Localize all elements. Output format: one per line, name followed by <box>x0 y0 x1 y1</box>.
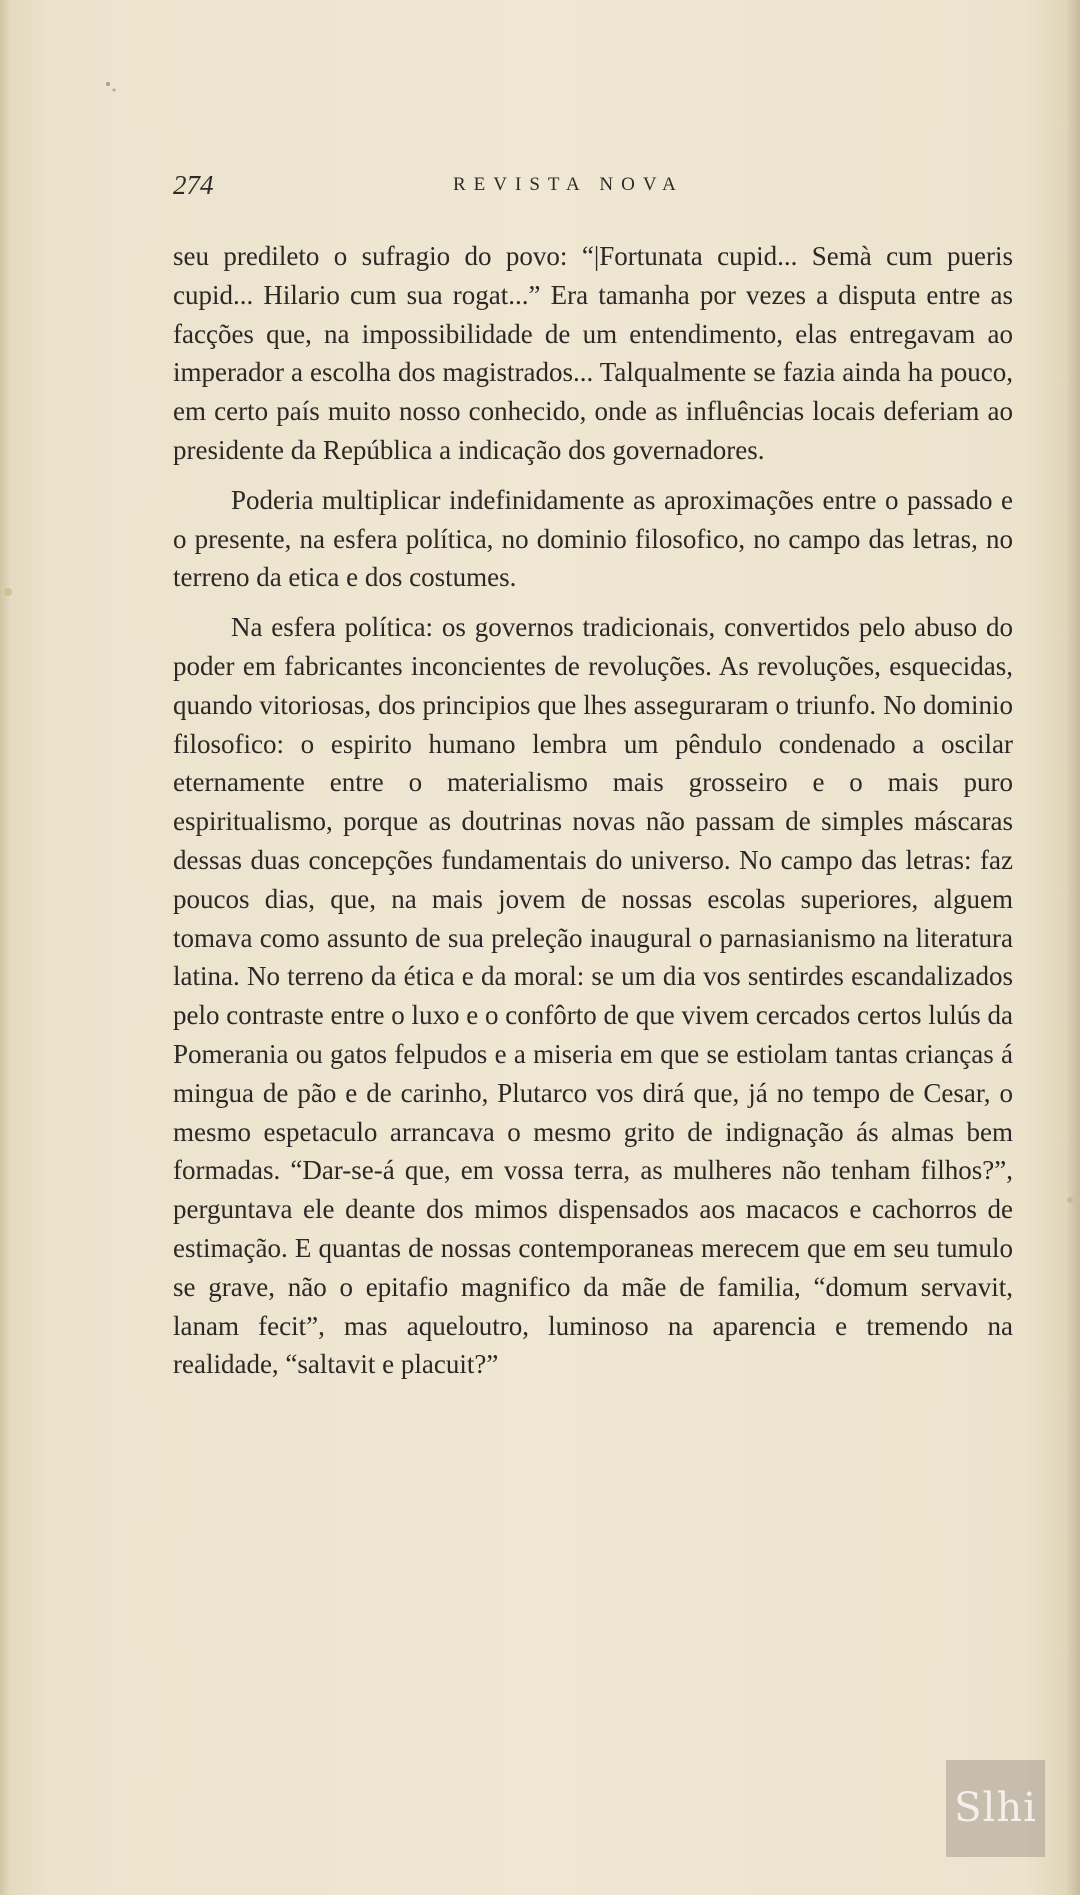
journal-title: REVISTA NOVA <box>453 174 684 195</box>
page-number: 274 <box>173 170 214 200</box>
page-right-edge-shadow <box>1066 0 1080 1895</box>
paragraph-3: Na esfera política: os governos tradicionais, convertidos pelo abuso do poder em fabricantes inconcientes de revoluções. As revoluções, esquecidas, quando vitoriosas, dos principios que lhes asseguraram o triunfo. No dominio filosofico: o espirito humano lembra um pêndulo condenado a oscilar eternamente entre o materialismo mais grosseiro e o mais puro espiritualismo, porque as doutrinas novas não passam de simples máscaras dessas duas concepções fundamentais do universo. No campo das letras: faz poucos dias, que, na mais jovem de nossas escolas superiores, alguem tomava como assunto de sua preleção inaugural o parnasianismo na literatura latina. No terreno da ética e da moral: se um dia vos sentirdes escandalizados pelo contraste entre o luxo e o confôrto de que vivem cercados certos lulús da Pomerania ou gatos felpudos e a miseria em que se estiolam tantas crianças á mingua de pão e de carinho, Plutarco vos dirá que, já no tempo de Cesar, o mesmo espetaculo arrancava o mesmo grito de indignação ás almas bem formadas. “Dar-se-á que, em vossa terra, as mulheres não tenham filhos?”, perguntava ele deante dos mimos dispensados aos macacos e cachorros de estimação. E quantas de nossas contemporaneas merecem que em seu tumulo se grave, não o epitafio magnifico da mãe de familia, “domum servavit, lanam fecit”, mas aqueloutro, luminoso na aparencia e tremendo na realidade, “saltavit e placuit?” <box>173 612 1013 1380</box>
page-left-edge-shadow <box>0 0 10 1895</box>
paragraph-2: Poderia multiplicar indefinidamente as aproximações entre o passado e o presente, na esfera política, no dominio filosofico, no campo das letras, no terreno da etica e dos costumes. <box>173 484 1013 593</box>
running-header <box>173 170 1013 210</box>
speck <box>106 82 110 86</box>
library-watermark-logo: Slhi <box>946 1760 1045 1857</box>
paragraph-1: seu predileto o sufragio do povo: “|Fortunata cupid... Semà cum pueris cupid... Hilario cum sua rogat...” Era tamanha por vezes a disputa entre as facções que, na impossibilidade de um entendimento, elas entregavam ao imperador a escolha dos magistrados... Talqualmente se fazia ainda ha pouco, em certo país muito nosso conhecido, onde as influências locais deferiam ao presidente da República a indicação dos governadores. <box>173 241 1013 465</box>
body-text <box>173 237 1013 1384</box>
speck <box>113 89 116 92</box>
